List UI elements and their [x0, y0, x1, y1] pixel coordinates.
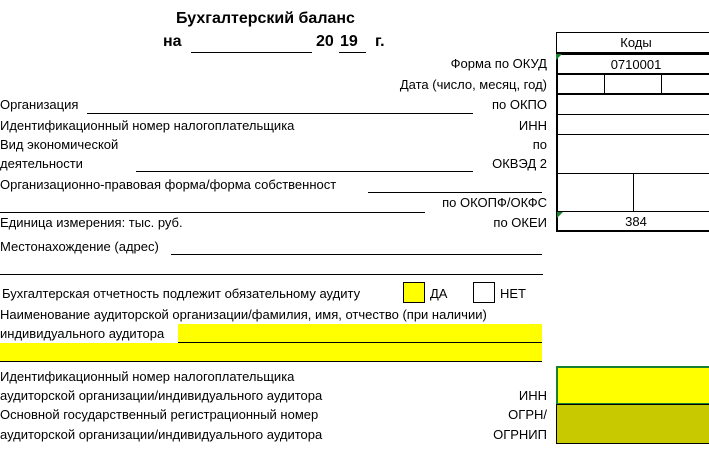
okud-code-value: 0710001	[610, 57, 662, 72]
auditor-name-field-line2[interactable]	[0, 343, 542, 362]
report-date-field[interactable]	[191, 52, 312, 53]
year-suffix-field[interactable]: 19	[340, 33, 358, 50]
ogrnip-label: ОГРНИП	[493, 427, 547, 442]
auditor-name-label-line1: Наименование аудиторской организации/фамилия, имя, отчество (при наличии)	[0, 307, 487, 322]
codes-header-label: Коды	[620, 35, 652, 50]
location-field-line2[interactable]	[0, 274, 543, 275]
auditor-inn-label-line1: Идентификационный номер налогоплательщика	[0, 369, 295, 384]
organization-label: Организация	[0, 97, 79, 112]
okopf-label: по ОКОПФ/ОКФС	[442, 195, 547, 210]
audit-yes-label: ДА	[430, 286, 448, 301]
audit-question: Бухгалтерская отчетность подлежит обязательному аудиту	[2, 286, 361, 301]
comment-marker-icon	[556, 54, 562, 60]
auditor-ogrn-cell[interactable]	[556, 404, 709, 444]
date-day-cell[interactable]	[556, 74, 605, 94]
legal-form-label: Организационно-правовая форма/форма собственност	[0, 177, 337, 192]
year-prefix: 20	[316, 33, 334, 50]
activity-field[interactable]	[136, 171, 473, 172]
date-on-label: на	[163, 33, 182, 50]
okud-code-cell[interactable]	[556, 53, 709, 74]
auditor-name-field-line1[interactable]	[178, 324, 542, 343]
okved-po-label: по	[532, 137, 547, 152]
location-label: Местонахождение (адрес)	[0, 239, 159, 254]
date-month-cell[interactable]	[604, 74, 662, 94]
audit-no-label: НЕТ	[500, 286, 526, 301]
activity-label-line1: Вид экономической	[0, 137, 119, 152]
location-field-line1[interactable]	[171, 254, 542, 255]
organization-field[interactable]	[87, 113, 473, 114]
codes-header	[556, 32, 709, 53]
inn-label: ИНН	[518, 118, 547, 133]
year-underline	[339, 52, 366, 53]
date-label: Дата (число, месяц, год)	[399, 77, 547, 92]
comment-marker-icon	[557, 212, 563, 218]
okpo-cell[interactable]	[556, 94, 709, 115]
okud-label: Форма по ОКУД	[450, 56, 547, 71]
okei-value: 384	[625, 214, 647, 229]
unit-label: Единица измерения: тыс. руб.	[0, 215, 183, 230]
ogrn-label: ОГРН/	[508, 407, 547, 422]
auditor-name-label-line2: индивидуального аудитора	[0, 326, 165, 341]
date-year-cell[interactable]	[661, 74, 709, 94]
audit-no-checkbox[interactable]	[473, 282, 495, 303]
legal-form-field-line1[interactable]	[368, 192, 542, 193]
okopf-cell[interactable]	[556, 173, 634, 212]
activity-label-line2: деятельности	[0, 156, 83, 171]
okpo-label: по ОКПО	[491, 97, 547, 112]
auditor-inn-cell[interactable]	[556, 366, 709, 405]
legal-form-field-line2[interactable]	[0, 212, 425, 213]
year-unit: г.	[375, 33, 385, 50]
auditor-ogrn-label-line1: Основной государственный регистрационный номер	[0, 407, 319, 422]
auditor-inn-code-label: ИНН	[518, 388, 547, 403]
auditor-ogrn-label-line2: аудиторской организации/индивидуального аудитора	[0, 427, 323, 442]
inn-cell[interactable]	[556, 114, 709, 135]
okfs-cell[interactable]	[633, 173, 709, 212]
taxpayer-id-label: Идентификационный номер налогоплательщика	[0, 118, 295, 133]
audit-yes-checkbox[interactable]	[403, 282, 425, 303]
auditor-inn-label-line2: аудиторской организации/индивидуального аудитора	[0, 388, 323, 403]
okei-cell[interactable]	[556, 211, 709, 232]
okved-cell[interactable]	[556, 134, 709, 174]
okved-label: ОКВЭД 2	[492, 156, 547, 171]
okei-label: по ОКЕИ	[493, 215, 547, 230]
form-title: Бухгалтерский баланс	[176, 10, 355, 27]
